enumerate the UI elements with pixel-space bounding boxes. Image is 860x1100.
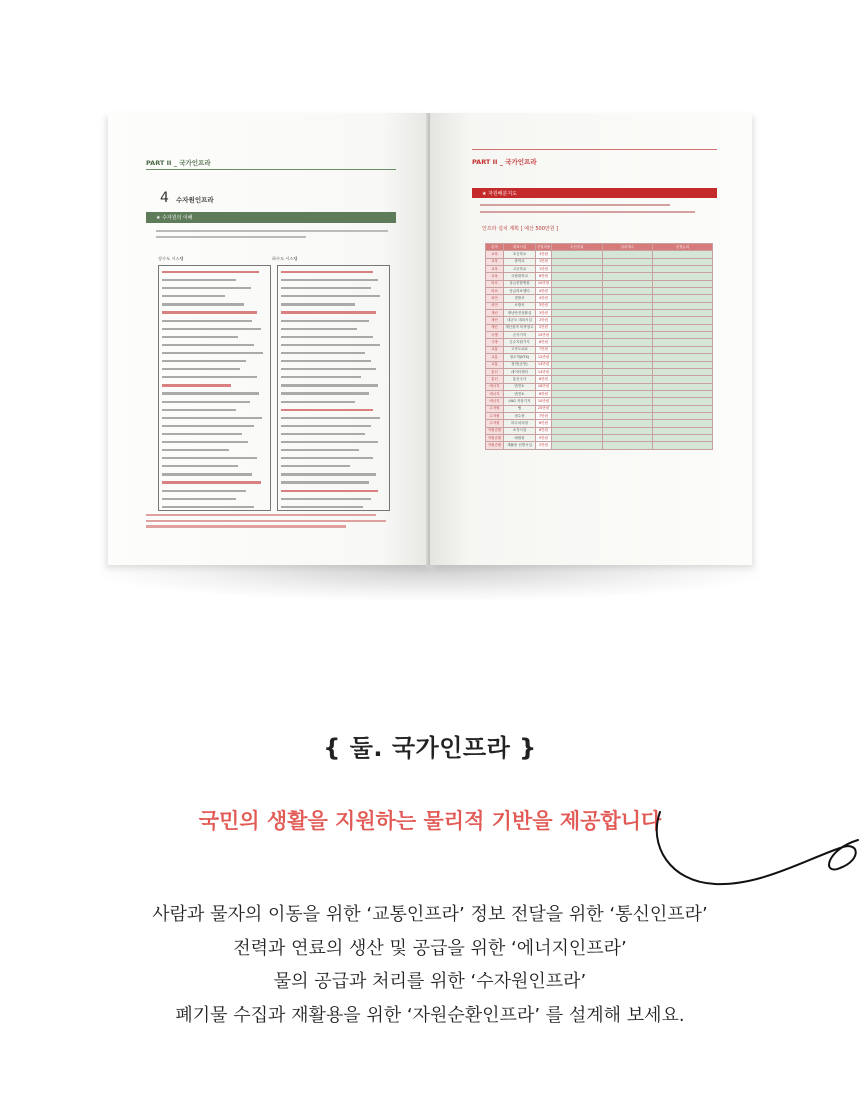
empty-cell xyxy=(653,442,713,449)
table-cell: 4만원 xyxy=(536,288,552,295)
empty-cell xyxy=(602,324,653,331)
table-cell: 응급의료센터 xyxy=(504,288,536,295)
text-line xyxy=(162,433,267,439)
section-heading: { 둘. 국가인프라 } xyxy=(323,734,537,762)
table-row xyxy=(486,258,713,265)
text-line xyxy=(281,417,386,423)
table-cell: 15만원 xyxy=(536,332,552,339)
text-line xyxy=(281,506,386,511)
empty-cell xyxy=(653,346,713,353)
table-cell: 댐 xyxy=(504,405,536,412)
table-cell: 고속도로IC xyxy=(504,346,536,353)
table-cell: 4만원 xyxy=(536,295,552,302)
empty-cell xyxy=(552,258,603,265)
table-header-cell: 선정논리 xyxy=(653,244,713,251)
table-cell: 5만원 xyxy=(536,434,552,441)
table-header-cell: 설치개수 xyxy=(602,244,653,251)
text-line xyxy=(281,368,386,374)
empty-cell xyxy=(552,368,603,375)
text-line xyxy=(281,320,386,326)
empty-cell xyxy=(552,398,603,405)
empty-cell xyxy=(552,346,603,353)
table-cell: 3만원 xyxy=(536,302,552,309)
text-line xyxy=(281,384,386,390)
empty-cell xyxy=(552,339,603,346)
table-caption: 인프라 설치 계획 [ 예산 500만원 ] xyxy=(482,226,559,232)
text-line xyxy=(162,457,267,463)
empty-cell xyxy=(602,295,653,302)
table-cell: 철도역(KTX) xyxy=(504,354,536,361)
table-row xyxy=(486,346,713,353)
empty-cell xyxy=(552,295,603,302)
empty-cell xyxy=(602,310,653,317)
empty-cell xyxy=(602,280,653,287)
table-cell: 상급종합병원 xyxy=(504,280,536,287)
table-cell: 10만원 xyxy=(536,280,552,287)
table-cell: 6만원 xyxy=(536,376,552,383)
table-row xyxy=(486,442,713,449)
table-header-cell: 대표시설 xyxy=(504,244,536,251)
table-row xyxy=(486,317,713,324)
table-cell: 고등학교 xyxy=(504,266,536,273)
water-supply-box xyxy=(158,265,271,511)
empty-cell xyxy=(552,442,603,449)
empty-cell xyxy=(552,427,603,434)
table-cell: 2만원 xyxy=(536,324,552,331)
empty-cell xyxy=(602,442,653,449)
empty-cell xyxy=(602,317,653,324)
empty-cell xyxy=(552,412,603,419)
table-cell: 18만원 xyxy=(536,383,552,390)
right-section-bar: ★ 자원배분지도 xyxy=(472,188,717,198)
text-line xyxy=(281,465,386,471)
text-line xyxy=(281,311,386,317)
empty-cell xyxy=(653,361,713,368)
table-cell: 군사기지 xyxy=(504,332,536,339)
empty-cell xyxy=(653,258,713,265)
left-section-bar: ★ 수자원의 이해 xyxy=(146,212,396,223)
table-cell: 에너지 xyxy=(486,390,504,397)
left-lead-text xyxy=(156,228,394,238)
table-cell: 치안 xyxy=(486,295,504,302)
empty-cell xyxy=(552,251,603,258)
text-line xyxy=(162,320,267,326)
table-cell: 국방 xyxy=(486,339,504,346)
text-line xyxy=(281,401,386,407)
table-cell: 재난 xyxy=(486,324,504,331)
table-row xyxy=(486,302,713,309)
text-line xyxy=(162,392,267,398)
text-line xyxy=(162,498,267,504)
table-row xyxy=(486,361,713,368)
empty-cell xyxy=(653,339,713,346)
table-cell: 3만원 xyxy=(536,310,552,317)
table-row xyxy=(486,266,713,273)
table-row xyxy=(486,412,713,419)
empty-cell xyxy=(602,273,653,280)
table-cell: 12만원 xyxy=(536,354,552,361)
empty-cell xyxy=(602,288,653,295)
table-cell: 수자원 xyxy=(486,420,504,427)
table-row xyxy=(486,339,713,346)
left-page xyxy=(108,113,430,565)
empty-cell xyxy=(602,361,653,368)
text-line xyxy=(281,376,386,382)
empty-cell xyxy=(602,354,653,361)
text-line xyxy=(281,295,386,301)
text-line xyxy=(162,376,267,382)
table-row xyxy=(486,383,713,390)
table-cell: 통신 xyxy=(486,368,504,375)
decorative-squiggle xyxy=(640,810,860,900)
table-cell: 재활용 선별시설 xyxy=(504,442,536,449)
text-line xyxy=(162,417,267,423)
text-line xyxy=(281,441,386,447)
text-line xyxy=(281,336,386,342)
body-line: 물의 공급과 처리를 위한 ‘수자원인프라’ xyxy=(273,971,587,992)
text-line xyxy=(162,295,267,301)
text-line xyxy=(162,425,267,431)
water-supply-heading: 상수도 시스템 xyxy=(158,256,184,261)
divider xyxy=(146,169,396,170)
empty-cell xyxy=(552,376,603,383)
table-cell: 14만원 xyxy=(536,368,552,375)
empty-cell xyxy=(552,361,603,368)
table-cell: 2만원 xyxy=(536,317,552,324)
text-line xyxy=(162,473,267,479)
empty-cell xyxy=(653,405,713,412)
table-cell: 1만원 xyxy=(536,251,552,258)
empty-cell xyxy=(552,310,603,317)
table-cell: 자원순환 xyxy=(486,442,504,449)
empty-cell xyxy=(602,332,653,339)
table-cell: 교통 xyxy=(486,346,504,353)
text-line xyxy=(162,303,267,309)
empty-cell xyxy=(653,368,713,375)
text-line xyxy=(162,368,267,374)
text-line xyxy=(162,279,267,285)
empty-cell xyxy=(653,317,713,324)
empty-cell xyxy=(653,332,713,339)
empty-cell xyxy=(602,339,653,346)
empty-cell xyxy=(552,302,603,309)
empty-cell xyxy=(653,398,713,405)
table-cell: 10만원 xyxy=(536,398,552,405)
table-row xyxy=(486,434,713,441)
text-line xyxy=(281,473,386,479)
table-cell: 변전소 xyxy=(504,390,536,397)
text-line xyxy=(281,481,386,487)
empty-cell xyxy=(602,376,653,383)
table-cell: 국립대학교 xyxy=(504,273,536,280)
table-row xyxy=(486,288,713,295)
table-cell: 6만원 xyxy=(536,427,552,434)
table-cell: 20만원 xyxy=(536,405,552,412)
table-cell: 경찰서 xyxy=(504,295,536,302)
empty-cell xyxy=(552,288,603,295)
empty-cell xyxy=(653,324,713,331)
table-row xyxy=(486,420,713,427)
table-row xyxy=(486,368,713,375)
table-cell: 자원순환 xyxy=(486,427,504,434)
text-line xyxy=(281,490,386,496)
table-cell: 하수처리장 xyxy=(504,420,536,427)
empty-cell xyxy=(602,420,653,427)
right-page-part-label: PART II _ 국가인프라 xyxy=(472,158,537,166)
table-cell: 8만원 xyxy=(536,390,552,397)
right-instructions xyxy=(480,204,710,218)
text-line xyxy=(281,303,386,309)
empty-cell xyxy=(552,280,603,287)
empty-cell xyxy=(602,412,653,419)
text-line xyxy=(281,409,386,415)
table-cell: 14만원 xyxy=(536,361,552,368)
empty-cell xyxy=(552,390,603,397)
empty-cell xyxy=(602,251,653,258)
table-cell: LNG 저장기지 xyxy=(504,398,536,405)
table-cell: 중학교 xyxy=(504,258,536,265)
empty-cell xyxy=(602,258,653,265)
empty-cell xyxy=(602,302,653,309)
table-row xyxy=(486,251,713,258)
sewage-heading: 하수도 시스템 xyxy=(272,256,298,261)
table-cell: 재난안전상황실 xyxy=(504,310,536,317)
empty-cell xyxy=(602,390,653,397)
table-row xyxy=(486,427,713,434)
table-cell: 정수장 xyxy=(504,412,536,419)
text-line xyxy=(162,384,267,390)
text-line xyxy=(162,336,267,342)
table-row xyxy=(486,273,713,280)
text-line xyxy=(162,328,267,334)
table-cell: 7만원 xyxy=(536,412,552,419)
table-cell: 의료 xyxy=(486,288,504,295)
body-line: 전력과 연료의 생산 및 공급을 위한 ‘에너지인프라’ xyxy=(233,937,627,959)
empty-cell xyxy=(653,434,713,441)
body-line: 폐기물 수집과 재활용을 위한 ‘자원순환인프라’ 를 설계해 보세요. xyxy=(175,1004,685,1026)
table-cell: 국방 xyxy=(486,332,504,339)
text-line xyxy=(162,401,267,407)
table-cell: 1만원 xyxy=(536,258,552,265)
table-cell: 항만(공항) xyxy=(504,361,536,368)
empty-cell xyxy=(602,368,653,375)
empty-cell xyxy=(653,390,713,397)
right-page xyxy=(430,113,752,565)
empty-cell xyxy=(552,354,603,361)
infrastructure-table xyxy=(485,243,713,450)
empty-cell xyxy=(552,324,603,331)
text-line xyxy=(281,287,386,293)
table-row xyxy=(486,324,713,331)
text-line xyxy=(162,311,267,317)
text-line xyxy=(162,441,267,447)
table-cell: 교통 xyxy=(486,354,504,361)
text-line xyxy=(281,392,386,398)
table-cell: 치안 xyxy=(486,302,504,309)
empty-cell xyxy=(552,405,603,412)
table-row xyxy=(486,280,713,287)
text-line xyxy=(281,271,386,277)
text-line xyxy=(162,360,267,366)
empty-cell xyxy=(552,383,603,390)
empty-cell xyxy=(602,427,653,434)
empty-cell xyxy=(602,266,653,273)
text-line xyxy=(281,498,386,504)
empty-cell xyxy=(653,288,713,295)
text-line xyxy=(281,457,386,463)
text-line xyxy=(162,287,267,293)
empty-cell xyxy=(602,434,653,441)
table-cell: 대규모 대피시설 xyxy=(504,317,536,324)
table-row xyxy=(486,376,713,383)
table-cell: 1만원 xyxy=(536,266,552,273)
empty-cell xyxy=(653,280,713,287)
empty-cell xyxy=(653,310,713,317)
empty-cell xyxy=(653,420,713,427)
table-row xyxy=(486,310,713,317)
left-page-part-label: PART II _ 국가인프라 xyxy=(146,159,211,167)
text-line xyxy=(162,344,267,350)
table-cell: 에너지 xyxy=(486,383,504,390)
empty-cell xyxy=(653,266,713,273)
table-cell: 초등학교 xyxy=(504,251,536,258)
table-cell: 8만원 xyxy=(536,339,552,346)
empty-cell xyxy=(653,376,713,383)
text-line xyxy=(281,279,386,285)
table-row xyxy=(486,398,713,405)
table-cell: 교육 xyxy=(486,251,504,258)
empty-cell xyxy=(552,420,603,427)
table-cell: 재난 xyxy=(486,310,504,317)
empty-cell xyxy=(552,434,603,441)
table-cell: 자원순환 xyxy=(486,434,504,441)
table-cell: 재난물자 비축창고 xyxy=(504,324,536,331)
text-line xyxy=(281,344,386,350)
table-cell: 수자원 xyxy=(486,405,504,412)
table-cell: 의료 xyxy=(486,280,504,287)
text-line xyxy=(162,490,267,496)
empty-cell xyxy=(653,354,713,361)
empty-cell xyxy=(552,317,603,324)
table-header-cell: 건설비용 xyxy=(536,244,552,251)
chapter-title: 수자원인프라 xyxy=(176,196,214,204)
table-cell: 에너지 xyxy=(486,398,504,405)
body-text xyxy=(0,898,860,1032)
divider xyxy=(472,149,717,150)
table-cell: 교육 xyxy=(486,258,504,265)
table-cell: 수자원 xyxy=(486,412,504,419)
empty-cell xyxy=(653,273,713,280)
empty-cell xyxy=(653,251,713,258)
text-line xyxy=(162,481,267,487)
text-line xyxy=(162,409,267,415)
body-line: 사람과 물자의 이동을 위한 ‘교통인프라’ 정보 전달을 위한 ‘통신인프라’ xyxy=(152,904,708,925)
empty-cell xyxy=(552,266,603,273)
sewage-box xyxy=(277,265,390,511)
text-line xyxy=(281,352,386,358)
table-cell: 군수지원기지 xyxy=(504,339,536,346)
empty-cell xyxy=(653,302,713,309)
table-cell: 8만원 xyxy=(536,420,552,427)
table-cell: 6만원 xyxy=(536,273,552,280)
chapter-number: 4 xyxy=(160,190,169,206)
table-row xyxy=(486,332,713,339)
empty-cell xyxy=(653,295,713,302)
text-line xyxy=(162,506,267,511)
text-line xyxy=(281,328,386,334)
table-cell: 데이터센터 xyxy=(504,368,536,375)
table-cell: 재난 xyxy=(486,317,504,324)
table-cell: 소방서 xyxy=(504,302,536,309)
text-line xyxy=(162,449,267,455)
table-cell: 통신국사 xyxy=(504,376,536,383)
text-line xyxy=(281,433,386,439)
table-header-cell: 우선순위 xyxy=(552,244,603,251)
empty-cell xyxy=(602,346,653,353)
empty-cell xyxy=(653,412,713,419)
table-row xyxy=(486,354,713,361)
section-subtitle: 국민의 생활을 지원하는 물리적 기반을 제공합니다 xyxy=(198,809,662,833)
text-line xyxy=(281,449,386,455)
table-row xyxy=(486,390,713,397)
table-cell: 교육 xyxy=(486,273,504,280)
text-line xyxy=(281,425,386,431)
table-cell: 매립장 xyxy=(504,434,536,441)
text-line xyxy=(162,465,267,471)
table-cell: 소각시설 xyxy=(504,427,536,434)
table-cell: 변전소 xyxy=(504,383,536,390)
text-line xyxy=(162,352,267,358)
table-cell: 통신 xyxy=(486,376,504,383)
table-row xyxy=(486,295,713,302)
empty-cell xyxy=(602,398,653,405)
empty-cell xyxy=(602,383,653,390)
text-line xyxy=(162,271,267,277)
text-line xyxy=(281,360,386,366)
empty-cell xyxy=(653,383,713,390)
table-cell: 7만원 xyxy=(536,346,552,353)
table-cell: 교통 xyxy=(486,361,504,368)
table-cell: 2만원 xyxy=(536,442,552,449)
table-header-cell: 분야 xyxy=(486,244,504,251)
empty-cell xyxy=(602,405,653,412)
table-cell: 교육 xyxy=(486,266,504,273)
empty-cell xyxy=(653,427,713,434)
table-row xyxy=(486,405,713,412)
empty-cell xyxy=(552,273,603,280)
left-footnote xyxy=(146,514,396,531)
empty-cell xyxy=(552,332,603,339)
